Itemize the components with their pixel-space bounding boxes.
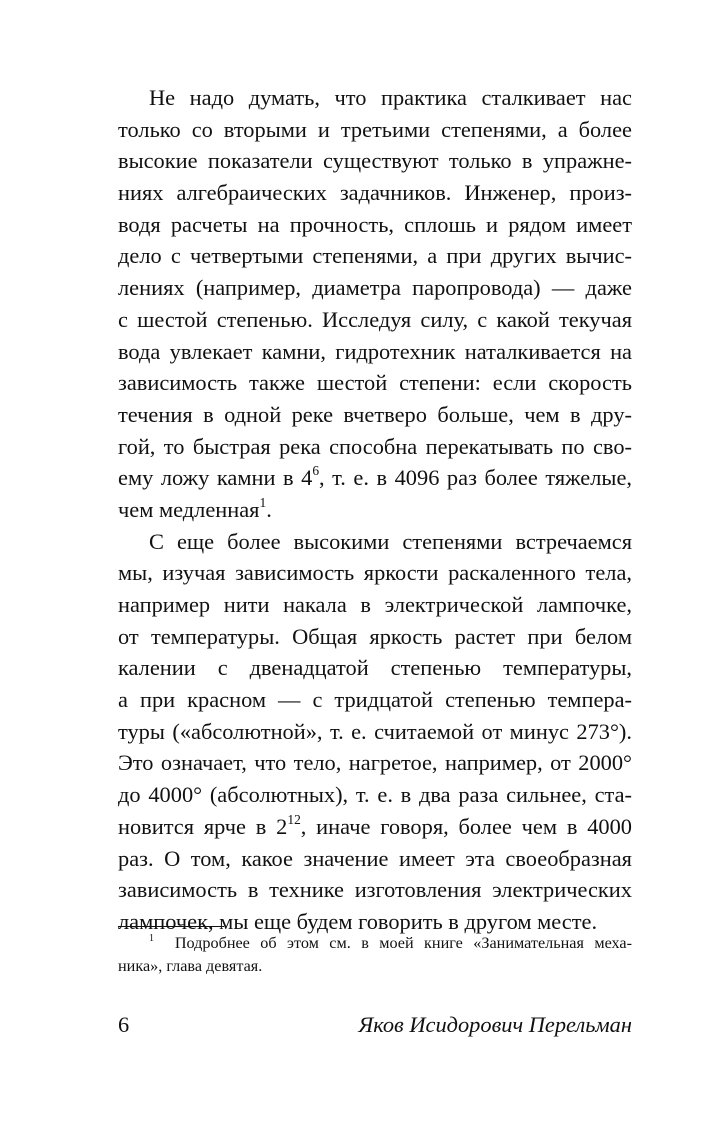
text-line: с шестой степенью. Исследуя силу, с какой текучая (118, 306, 632, 332)
text-line: зависимость в технике изготовления электрических (118, 877, 632, 903)
text-line: от температуры. Общая яркость растет при белом (118, 623, 632, 649)
text-line: например нити накала в электрической лампочке, (118, 592, 632, 617)
running-head-author: Яков Исидорович Перельман (358, 1012, 632, 1037)
text-segment: , иначе говоря, более чем в 4000 (300, 813, 632, 839)
text-line: высокие показатели существуют только в упражне- (118, 148, 632, 174)
text-line: до 4000° (абсолютных), т. е. в два раза сильнее, ста- (118, 782, 632, 808)
text-segment: новится ярче в 2 (118, 813, 288, 839)
text-line: раз. О том, какое значение имеет эта своеобразная (118, 845, 632, 871)
text-line: С еще более высокими степенями встречаемся (149, 528, 632, 554)
text-line: туры («абсолютной», т. е. считаемой от минус 273°). (118, 718, 632, 744)
footnote-line: ника», глава девятая. (118, 957, 263, 975)
text-line: дело с четвертыми степенями, а при других вычис- (118, 243, 632, 269)
page-footer (118, 1008, 632, 1042)
footnote-reference: 1 (259, 495, 267, 511)
text-line: Не надо думать, что практика сталкивает нас (149, 85, 632, 110)
footnote-text: Подробнее об этом см. в моей книге «Занимательная меха- (174, 934, 632, 952)
text-line: только со вторыми и третьими степенями, а более (118, 116, 632, 142)
paragraph-2 (118, 526, 632, 938)
text-line (118, 494, 632, 526)
footnote-marker: 1 (149, 932, 155, 944)
text-line: гой, то быстрая река способна перекатывать по сво- (118, 433, 632, 459)
text-segment: . (266, 496, 272, 522)
text-line: зависимость также шестой степени: если скорость (118, 370, 632, 396)
text-line: лампочек, мы еще будем говорить в другом месте. (118, 908, 598, 934)
text-line: Это означает, что тело, нагретое, например, от 2000° (118, 750, 632, 776)
footnote-separator (118, 926, 224, 927)
text-line: вода увлекает камни, гидротехник наталкивается на (118, 338, 632, 364)
page-number: 6 (118, 1012, 130, 1037)
superscript: 6 (312, 463, 320, 479)
page-body (118, 82, 632, 938)
text-line: а при красном — с тридцатой степенью темпера- (118, 687, 632, 713)
footnote (118, 932, 632, 978)
text-segment: , т. е. в 4096 раз более тяжелые, (319, 465, 632, 491)
text-segment: чем медленная (118, 496, 260, 522)
text-line: лениях (например, диаметра паропровода) — даже (118, 275, 632, 301)
paragraph-1 (118, 82, 632, 526)
superscript: 12 (287, 812, 301, 827)
text-line (118, 811, 632, 843)
text-line: мы, изучая зависимость яркости раскаленного тела, (118, 560, 632, 586)
text-line (118, 462, 632, 494)
text-line: водя расчеты на прочность, сплошь и рядом имеет (118, 211, 632, 237)
footnote-line (118, 932, 632, 955)
text-line: калении с двенадцатой степенью температуры, (118, 655, 632, 681)
text-line: течения в одной реке вчетверо больше, чем в дру- (118, 401, 632, 427)
text-line: ниях алгебраических задачников. Инженер, произ- (118, 180, 632, 206)
text-segment: ему ложу камни в 4 (118, 465, 313, 491)
